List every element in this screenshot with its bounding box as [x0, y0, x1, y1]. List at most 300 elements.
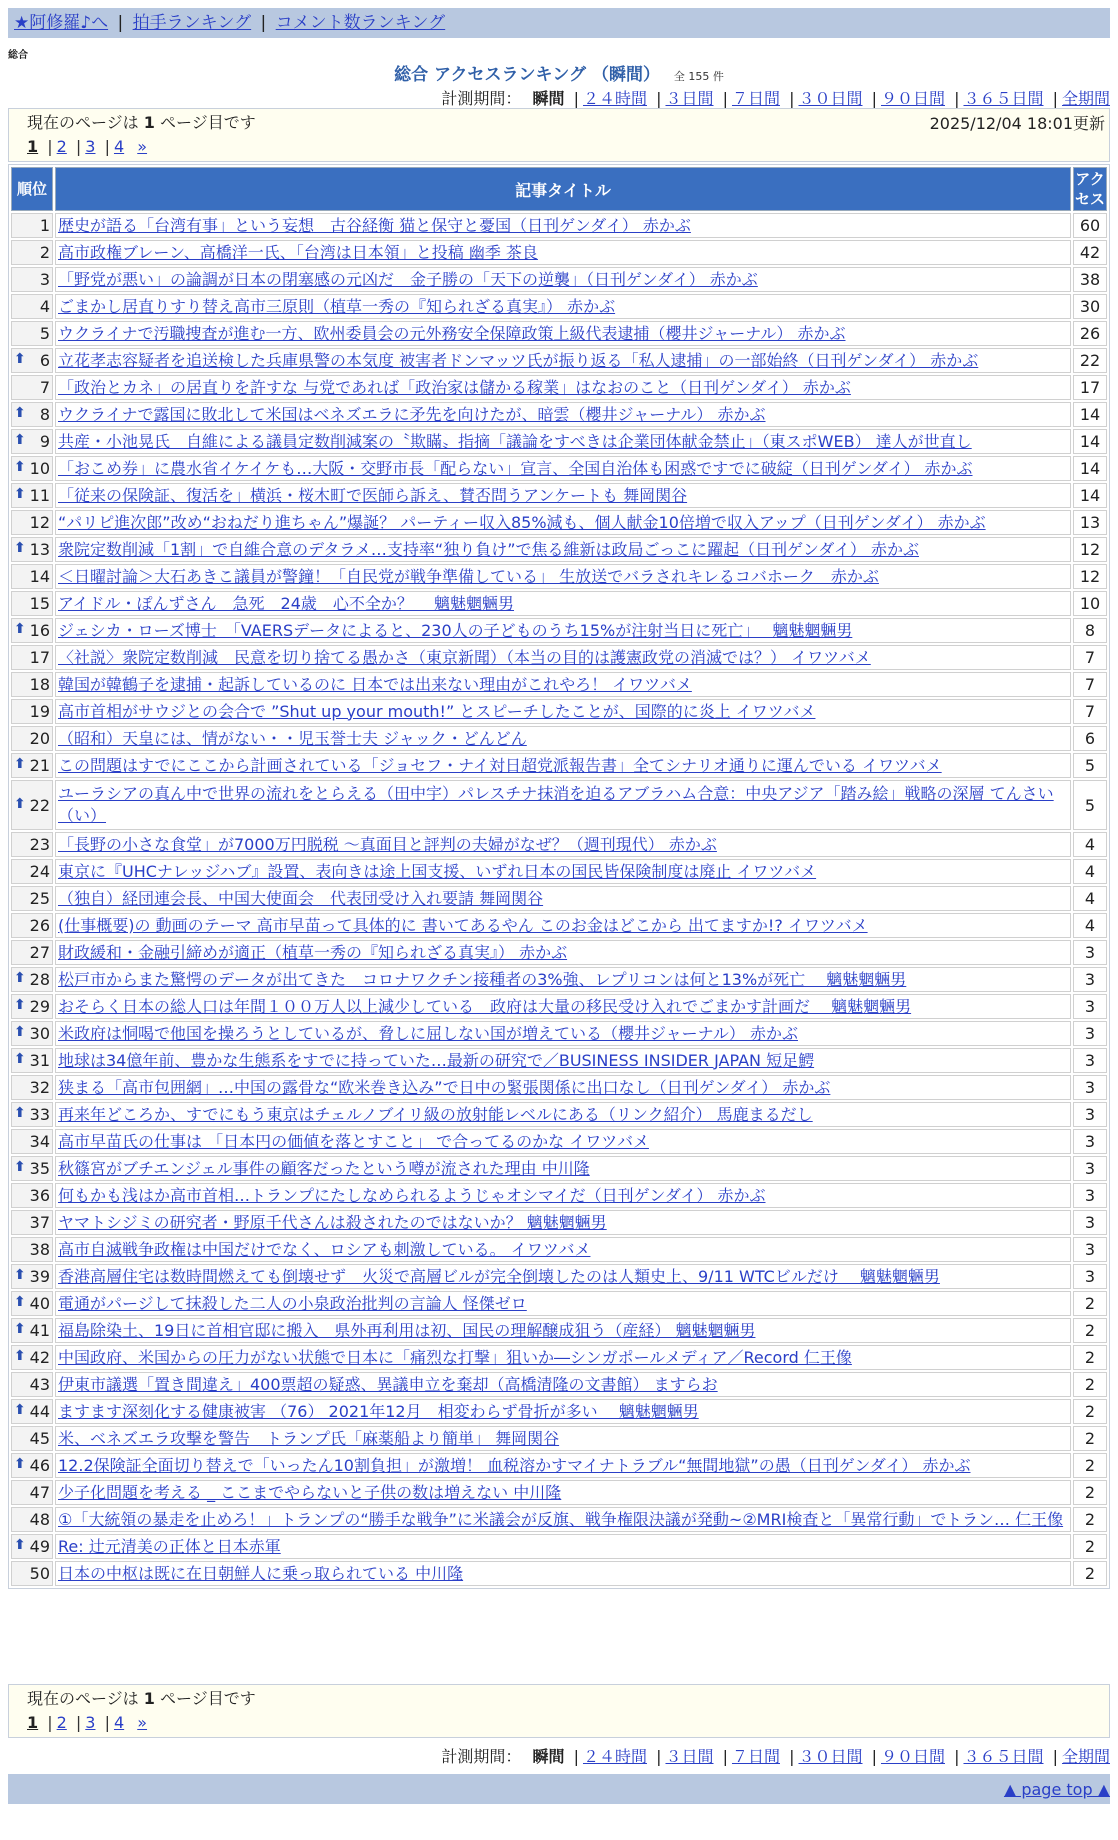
table-row — [11, 1480, 1107, 1505]
access-count: 3 — [1073, 1237, 1107, 1262]
rank-number: 29 — [29, 997, 50, 1016]
rank-number: 7 — [39, 378, 50, 397]
article-link[interactable]: ごまかし居直りすり替え高市三原則（植草一秀の『知られざる真実』） 赤かぶ — [58, 296, 616, 316]
up-arrow-icon: ⬆ — [14, 351, 26, 367]
rank-cell — [11, 886, 53, 911]
up-arrow-icon: ⬆ — [14, 1402, 26, 1418]
rank-cell — [11, 753, 53, 778]
article-link[interactable]: ユーラシアの真ん中で世界の流れをとらえる（田中宇）パレスチナ抹消を迫るアブラハム合意：中央アジア「踏み絵」戦略の深層 てんさい（い） — [58, 784, 1054, 825]
rank-number: 2 — [39, 243, 50, 262]
title-cell — [55, 859, 1071, 884]
pager-page-4[interactable]: 4 — [113, 1713, 125, 1732]
title-cell — [55, 753, 1071, 778]
article-link[interactable]: ウクライナで露国に敗北して米国はベネズエラに矛先を向けたが、暗雲（櫻井ジャーナル） 赤かぶ — [58, 404, 766, 424]
article-link[interactable]: ＜日曜討論＞大石あきこ議員が警鐘！「自民党が戦争準備している」 生放送でバラされキレるコバホーク 赤かぶ — [58, 566, 879, 586]
title-cell — [55, 240, 1071, 265]
rank-cell — [11, 213, 53, 238]
page-status-number: 1 — [143, 1689, 155, 1708]
rank-cell — [11, 1453, 53, 1478]
period-link-7d[interactable]: ７日間 — [731, 89, 780, 108]
article-link[interactable]: 韓国が韓鶴子を逮捕・起訴しているのに 日本では出来ない理由がこれやろ！ イワツバメ — [58, 674, 692, 694]
pager-next[interactable]: » — [137, 1713, 148, 1732]
table-row — [11, 832, 1107, 857]
period-separator: | — [1052, 89, 1058, 108]
period-link-7d[interactable]: ７日間 — [731, 1747, 780, 1766]
article-link[interactable]: 12.2保険証全面切り替えで「いったん10割負担」が激増！ 血税溶かすマイナトラブル“無間地獄”の愚（日刊ゲンダイ） 赤かぶ — [58, 1455, 971, 1475]
rank-cell — [11, 1372, 53, 1397]
ranking-table-body — [11, 213, 1107, 1586]
table-row — [11, 591, 1107, 616]
access-count: 12 — [1073, 564, 1107, 589]
article-link[interactable]: ジェシカ・ローズ博士 「VAERSデータによると、230人の子どものうち15%が注射当日に死亡」 魑魅魍魎男 — [58, 620, 853, 640]
period-link-all[interactable]: 全期間 — [1061, 1747, 1110, 1766]
rank-number: 24 — [29, 862, 50, 881]
access-count: 14 — [1073, 402, 1107, 427]
article-link[interactable]: 高市自滅戦争政権は中国だけでなく、ロシアも刺激している。 イワツバメ — [58, 1239, 591, 1259]
title-cell — [55, 483, 1071, 508]
period-separator: | — [656, 1747, 662, 1766]
access-count: 2 — [1073, 1480, 1107, 1505]
article-link[interactable]: 米政府は恫喝で他国を操ろうとしているが、脅しに屈しない国が増えている（櫻井ジャーナル） 赤かぶ — [58, 1023, 798, 1043]
rank-number: 26 — [29, 916, 50, 935]
rank-cell — [11, 1156, 53, 1181]
rank-cell — [11, 591, 53, 616]
access-count: 5 — [1073, 753, 1107, 778]
access-header: アクセス — [1073, 167, 1107, 211]
title-cell — [55, 618, 1071, 643]
period-separator: | — [954, 89, 960, 108]
rank-number: 38 — [29, 1240, 50, 1259]
article-link[interactable]: 地球は34億年前、豊かな生態系をすでに持っていた…最新の研究で／BUSINESS INSIDER JAPAN 短足鰐 — [58, 1050, 815, 1070]
ranking-table — [8, 164, 1110, 1589]
title-cell — [55, 886, 1071, 911]
rank-cell — [11, 832, 53, 857]
rank-cell — [11, 348, 53, 373]
rank-cell — [11, 1075, 53, 1100]
total-count: 全 155 件 — [673, 70, 724, 83]
article-link[interactable]: 何もかも浅はか高市首相…トランプにたしなめられるようじゃオシマイだ（日刊ゲンダイ） 赤かぶ — [58, 1185, 766, 1205]
page-info-top — [8, 108, 1110, 162]
rank-cell — [11, 483, 53, 508]
article-link[interactable]: ヤマトシジミの研究者・野原千代さんは殺されたのではないか？ 魑魅魍魎男 — [58, 1212, 607, 1232]
period-link-30d[interactable]: ３０日間 — [798, 1747, 863, 1766]
pager-separator: | — [47, 1713, 53, 1732]
table-row — [11, 375, 1107, 400]
access-count: 2 — [1073, 1291, 1107, 1316]
rank-number: 16 — [29, 621, 50, 640]
article-link[interactable]: ますます深刻化する健康被害 （76） 2021年12月 相変わらず骨折が多い 魑魅魍魎男 — [58, 1401, 699, 1421]
rank-number: 47 — [29, 1483, 50, 1502]
rank-number: 19 — [29, 702, 50, 721]
article-link[interactable]: アイドル・ぽんずさん 急死 24歳 心不全か？ 魑魅魍魎男 — [58, 593, 515, 613]
access-count: 2 — [1073, 1534, 1107, 1559]
article-link[interactable]: ①「大統領の暴走を止めろ！」トランプの“勝手な戦争”に米議会が反旗、戦争権限決議が発動~②MRI検査と「異常行動」でトラン… 仁王像 — [58, 1509, 1064, 1529]
access-count: 14 — [1073, 429, 1107, 454]
access-count: 2 — [1073, 1345, 1107, 1370]
rank-number: 17 — [29, 648, 50, 667]
table-row — [11, 213, 1107, 238]
article-link[interactable]: 〈社説〉衆院定数削減 民意を切り捨てる愚かさ（東京新聞）（本当の目的は護憲政党の消滅では？） イワツバメ — [58, 647, 871, 667]
rank-cell — [11, 1048, 53, 1073]
period-separator: | — [789, 89, 795, 108]
pager-separator: | — [75, 1713, 82, 1732]
article-link[interactable]: (仕事概要)の 動画のテーマ 高市早苗って具体的に 書いてあるやん このお金はどこから 出てますか!? イワツバメ — [58, 915, 868, 935]
pager-page-2[interactable]: 2 — [56, 137, 67, 156]
period-current: 瞬間 — [532, 89, 565, 108]
title-cell — [55, 645, 1071, 670]
table-row — [11, 348, 1107, 373]
table-row — [11, 240, 1107, 265]
article-link[interactable]: 「野党が悪い」の論調が日本の閉塞感の元凶だ 金子勝の「天下の逆襲」（日刊ゲンダイ） 赤かぶ — [58, 269, 758, 289]
access-count: 17 — [1073, 375, 1107, 400]
access-count: 26 — [1073, 321, 1107, 346]
table-row — [11, 726, 1107, 751]
article-link[interactable]: 「長野の小さな食堂」が7000万円脱税 ～真面目と評判の夫婦がなぜ？（週刊現代） 赤かぶ — [58, 834, 717, 854]
rank-number: 30 — [29, 1024, 50, 1043]
article-link[interactable]: 高市政権ブレーン、高橋洋一氏、「台湾は日本領」と投稿 幽季 茶良 — [58, 242, 538, 262]
article-link[interactable]: （昭和）天皇には、情がない・・児玉誉士夫 ジャック・どんどん — [58, 728, 527, 748]
article-link[interactable]: おそらく日本の総人口は年間１００万人以上減少している 政府は大量の移民受け入れでごまかす計画だ 魑魅魍魎男 — [58, 996, 912, 1016]
period-link-30d[interactable]: ３０日間 — [798, 89, 863, 108]
rank-cell — [11, 940, 53, 965]
title-cell — [55, 591, 1071, 616]
title-cell — [55, 1426, 1071, 1451]
page-status-bottom — [27, 1687, 1091, 1711]
rank-number: 43 — [29, 1375, 50, 1394]
rank-number: 15 — [29, 594, 50, 613]
access-count: 4 — [1073, 886, 1107, 911]
table-row — [11, 1021, 1107, 1046]
access-count: 3 — [1073, 1210, 1107, 1235]
pager-separator: | — [75, 137, 82, 156]
period-link-365d[interactable]: ３６５日間 — [963, 89, 1044, 108]
table-row — [11, 967, 1107, 992]
article-link[interactable]: 「おこめ券」に農水省イケイケも…大阪・交野市長「配らない」宣言、全国自治体も困惑ですでに破綻（日刊ゲンダイ） 赤かぶ — [58, 458, 973, 478]
table-row — [11, 1318, 1107, 1343]
rank-number: 28 — [29, 970, 50, 989]
article-link[interactable]: 「従来の保険証、復活を」横浜・桜木町で医師ら訴え、賛否問うアンケートも 舞岡関谷 — [58, 485, 688, 505]
access-count: 2 — [1073, 1372, 1107, 1397]
period-link-3d[interactable]: ３日間 — [665, 89, 714, 108]
rank-number: 36 — [29, 1186, 50, 1205]
pager-page-3[interactable]: 3 — [85, 1713, 96, 1732]
period-link-24h[interactable]: ２４時間 — [582, 1747, 647, 1766]
pager-separator: | — [104, 1713, 110, 1732]
period-label: 計測期間： — [441, 1747, 522, 1766]
rank-cell — [11, 1318, 53, 1343]
access-count: 2 — [1073, 1399, 1107, 1424]
table-row — [11, 1210, 1107, 1235]
access-count: 60 — [1073, 213, 1107, 238]
title-cell — [55, 429, 1071, 454]
article-link[interactable]: 松戸市からまた驚愕のデータが出てきた コロナワクチン接種者の3%強、レプリコンは何と13%が死亡 魑魅魍魎男 — [58, 969, 907, 989]
title-cell — [55, 1561, 1071, 1586]
article-link[interactable]: 少子化問題を考える _ ここまでやらないと子供の数は増えない 中川隆 — [58, 1482, 562, 1502]
table-row — [11, 1129, 1107, 1154]
article-link[interactable]: 福島除染土、19日に首相官邸に搬入 県外再利用は初、国民の理解醸成狙う（産経） 魑魅魍魎男 — [58, 1320, 756, 1340]
access-count: 22 — [1073, 348, 1107, 373]
article-link[interactable]: 歴史が語る「台湾有事」という妄想 古谷経衡 猫と保守と憂国（日刊ゲンダイ） 赤かぶ — [58, 215, 691, 235]
article-link[interactable]: この問題はすでにここから計画されている「ジョセフ・ナイ対日超党派報告書」全てシナリオ通りに運んでいる イワツバメ — [58, 755, 942, 775]
title-cell — [55, 1129, 1071, 1154]
article-link[interactable]: 財政緩和・金融引締めが適正（植草一秀の『知られざる真実』） 赤かぶ — [58, 942, 568, 962]
access-count: 3 — [1073, 1264, 1107, 1289]
page-title-block — [0, 60, 1118, 85]
table-row — [11, 1453, 1107, 1478]
rank-cell — [11, 1129, 53, 1154]
period-separator: | — [656, 89, 662, 108]
table-row — [11, 1345, 1107, 1370]
rank-number: 9 — [39, 432, 50, 451]
title-cell — [55, 994, 1071, 1019]
up-arrow-icon: ⬆ — [14, 405, 26, 421]
rank-number: 6 — [39, 351, 50, 370]
rank-number: 32 — [29, 1078, 50, 1097]
rank-number: 48 — [29, 1510, 50, 1529]
period-link-90d[interactable]: ９０日間 — [880, 1747, 945, 1766]
article-link[interactable]: Re: 辻元清美の正体と日本赤軍 — [58, 1536, 281, 1556]
rank-number: 50 — [29, 1564, 50, 1583]
title-cell — [55, 294, 1071, 319]
title-cell — [55, 1075, 1071, 1100]
rank-number: 45 — [29, 1429, 50, 1448]
table-row — [11, 1561, 1107, 1586]
page-status-number: 1 — [143, 113, 155, 132]
access-count: 6 — [1073, 726, 1107, 751]
article-link[interactable]: （独自）経団連会長、中国大使面会 代表団受け入れ要請 舞岡関谷 — [58, 888, 544, 908]
nav-separator: | — [117, 13, 124, 33]
pager-page-3[interactable]: 3 — [85, 137, 96, 156]
pager-separator: | — [47, 137, 53, 156]
article-link[interactable]: 衆院定数削減「1割」で自維合意のデタラメ…支持率“独り負け”で焦る維新は政局ごっこに躍起（日刊ゲンダイ） 赤かぶ — [58, 539, 919, 559]
article-link[interactable]: ウクライナで汚職捜査が進む一方、欧州委員会の元外務安全保障政策上級代表逮捕（櫻井ジャーナル） 赤かぶ — [58, 323, 846, 343]
title-cell — [55, 699, 1071, 724]
rank-number: 14 — [29, 567, 50, 586]
table-row — [11, 1156, 1107, 1181]
rank-number: 21 — [29, 756, 50, 775]
rank-cell — [11, 1399, 53, 1424]
title-cell — [55, 1237, 1071, 1262]
page-info-bottom — [8, 1684, 1110, 1738]
article-link[interactable]: 高市首相がサウジとの会合で ”Shut up your mouth!” とスピーチしたことが、国際的に炎上 イワツバメ — [58, 701, 816, 721]
rank-cell — [11, 618, 53, 643]
home-link[interactable]: ★阿修羅♪へ — [14, 13, 109, 33]
up-arrow-icon: ⬆ — [14, 795, 26, 812]
page-status-suffix: ページ目です — [160, 113, 256, 132]
page-status-prefix: 現在のページは — [27, 113, 139, 132]
up-arrow-icon: ⬆ — [14, 1537, 26, 1553]
article-link[interactable]: 電通がパージして抹殺した二人の小泉政治批判の言論人 怪傑ゼロ — [58, 1293, 527, 1313]
article-link[interactable]: “パリピ進次郎”改め“おねだり進ちゃん”爆誕？ パーティー収入85%減も、個人献金10倍増で収入アップ（日刊ゲンダイ） 赤かぶ — [58, 512, 986, 532]
table-row — [11, 672, 1107, 697]
section-label: 総合 — [8, 50, 28, 61]
article-link[interactable]: 再来年どころか、すでにもう東京はチェルノブイリ級の放射能レベルにある（リンク紹介） 馬鹿まるだし — [58, 1104, 813, 1124]
rank-cell — [11, 913, 53, 938]
table-row — [11, 994, 1107, 1019]
up-arrow-icon: ⬆ — [14, 1267, 26, 1283]
period-link-all[interactable]: 全期間 — [1061, 89, 1110, 108]
access-count: 3 — [1073, 1021, 1107, 1046]
access-count: 38 — [1073, 267, 1107, 292]
page-top-link[interactable]: ▲ page top ▲ — [1003, 1780, 1110, 1799]
table-row — [11, 1075, 1107, 1100]
rank-cell — [11, 564, 53, 589]
access-count: 12 — [1073, 537, 1107, 562]
rank-cell — [11, 780, 53, 830]
period-link-365d[interactable]: ３６５日間 — [963, 1747, 1044, 1766]
period-selector-bottom — [441, 1744, 1110, 1767]
article-link[interactable]: 香港高層住宅は数時間燃えても倒壊せず 火災で高層ビルが完全倒壊したのは人類史上、9/11 WTCビルだけ 魑魅魍魎男 — [58, 1266, 940, 1286]
title-cell — [55, 967, 1071, 992]
page-status-suffix: ページ目です — [160, 1689, 256, 1708]
title-cell — [55, 375, 1071, 400]
title-cell — [55, 832, 1071, 857]
table-row — [11, 699, 1107, 724]
rank-cell — [11, 1561, 53, 1586]
rank-number: 35 — [29, 1159, 50, 1178]
article-link[interactable]: 「政治とカネ」の居直りを許すな 与党であれば「政治家は儲かる稼業」はなおのこと（日刊ゲンダイ） 赤かぶ — [58, 377, 851, 397]
title-cell — [55, 780, 1071, 830]
table-row — [11, 1534, 1107, 1559]
applause-ranking-link[interactable]: 拍手ランキング — [132, 13, 252, 33]
rank-number: 46 — [29, 1456, 50, 1475]
table-row — [11, 1291, 1107, 1316]
title-cell — [55, 1156, 1071, 1181]
title-cell — [55, 537, 1071, 562]
title-cell — [55, 1345, 1071, 1370]
article-link[interactable]: 立花孝志容疑者を追送検した兵庫県警の本気度 被害者ドンマッツ氏が振り返る「私人逮捕」の一部始終（日刊ゲンダイ） 赤かぶ — [58, 350, 979, 370]
rank-cell — [11, 726, 53, 751]
article-link[interactable]: 秋篠宮がブチエンジェル事件の顧客だったという噂が流された理由 中川隆 — [58, 1158, 590, 1178]
title-cell — [55, 1453, 1071, 1478]
rank-number: 13 — [29, 540, 50, 559]
rank-number: 40 — [29, 1294, 50, 1313]
rank-cell — [11, 1237, 53, 1262]
title-cell — [55, 1372, 1071, 1397]
article-link[interactable]: 東京に『UHCナレッジハブ』設置、表向きは途上国支援、いずれ日本の国民皆保険制度は廃止 イワツバメ — [58, 861, 817, 881]
rank-cell — [11, 1480, 53, 1505]
access-count: 3 — [1073, 1129, 1107, 1154]
rank-number: 34 — [29, 1132, 50, 1151]
access-count: 2 — [1073, 1507, 1107, 1532]
rank-cell — [11, 859, 53, 884]
table-row — [11, 780, 1107, 830]
table-row — [11, 1264, 1107, 1289]
up-arrow-icon: ⬆ — [14, 486, 26, 502]
up-arrow-icon: ⬆ — [14, 432, 26, 448]
rank-cell — [11, 1345, 53, 1370]
rank-cell — [11, 1183, 53, 1208]
rank-number: 5 — [39, 324, 50, 343]
access-count: 3 — [1073, 940, 1107, 965]
period-separator: | — [722, 1747, 728, 1766]
access-count: 2 — [1073, 1426, 1107, 1451]
title-cell — [55, 1048, 1071, 1073]
period-link-3d[interactable]: ３日間 — [665, 1747, 714, 1766]
article-link[interactable]: 高市早苗氏の仕事は 「日本円の価値を落とすこと」 で合ってるのかな イワツバメ — [58, 1131, 649, 1151]
bottom-bar — [8, 1774, 1110, 1804]
rank-number: 20 — [29, 729, 50, 748]
period-link-90d[interactable]: ９０日間 — [880, 89, 945, 108]
rank-number: 44 — [29, 1402, 50, 1421]
rank-cell — [11, 967, 53, 992]
access-count: 3 — [1073, 1156, 1107, 1181]
pager-top — [27, 135, 1091, 159]
rank-cell — [11, 1021, 53, 1046]
up-arrow-icon: ⬆ — [14, 997, 26, 1013]
access-count: 42 — [1073, 240, 1107, 265]
up-arrow-icon: ⬆ — [14, 1159, 26, 1175]
rank-number: 1 — [39, 216, 50, 235]
rank-number: 27 — [29, 943, 50, 962]
title-cell — [55, 1210, 1071, 1235]
period-current: 瞬間 — [532, 1747, 565, 1766]
access-count: 3 — [1073, 1075, 1107, 1100]
article-link[interactable]: 狭まる「高市包囲網」…中国の露骨な“欧米巻き込み”で日中の緊張関係に出口なし（日刊ゲンダイ） 赤かぶ — [58, 1077, 831, 1097]
access-count: 13 — [1073, 510, 1107, 535]
article-link[interactable]: 日本の中枢は既に在日朝鮮人に乗っ取られている 中川隆 — [58, 1563, 464, 1583]
rank-cell — [11, 699, 53, 724]
access-count: 4 — [1073, 913, 1107, 938]
up-arrow-icon: ⬆ — [14, 756, 26, 772]
pager-bottom — [27, 1711, 1091, 1735]
rank-number: 18 — [29, 675, 50, 694]
pager-page-4[interactable]: 4 — [113, 137, 125, 156]
table-row — [11, 753, 1107, 778]
title-cell — [55, 1102, 1071, 1127]
period-link-24h[interactable]: ２４時間 — [582, 89, 647, 108]
access-count: 7 — [1073, 645, 1107, 670]
comment-ranking-link[interactable]: コメント数ランキング — [275, 13, 446, 33]
period-separator: | — [871, 89, 877, 108]
article-link[interactable]: 共産・小池晃氏 自維による議員定数削減案の〝欺瞞〟指摘「議論をすべきは企業団体献金禁止」（東スポWEB） 達人が世直し — [58, 431, 972, 451]
table-row — [11, 537, 1107, 562]
table-row — [11, 1372, 1107, 1397]
rank-cell — [11, 537, 53, 562]
table-row — [11, 510, 1107, 535]
rank-number: 23 — [29, 835, 50, 854]
title-cell — [55, 1318, 1071, 1343]
title-cell — [55, 1183, 1071, 1208]
period-separator: | — [871, 1747, 877, 1766]
access-count: 5 — [1073, 780, 1107, 830]
title-cell — [55, 564, 1071, 589]
rank-cell — [11, 510, 53, 535]
title-cell — [55, 672, 1071, 697]
table-row — [11, 645, 1107, 670]
up-arrow-icon: ⬆ — [14, 1105, 26, 1121]
table-row — [11, 1426, 1107, 1451]
title-cell — [55, 1021, 1071, 1046]
article-link[interactable]: 中国政府、米国からの圧力がない状態で日本に「痛烈な打撃」狙いか―シンガポールメディア／Record 仁王像 — [58, 1347, 852, 1367]
table-row — [11, 1102, 1107, 1127]
title-cell — [55, 1399, 1071, 1424]
up-arrow-icon: ⬆ — [14, 459, 26, 475]
access-count: 3 — [1073, 1048, 1107, 1073]
table-row — [11, 483, 1107, 508]
top-nav-bar — [8, 8, 1110, 38]
pager-next[interactable]: » — [137, 137, 148, 156]
article-link[interactable]: 米、ベネズエラ攻撃を警告 トランプ氏「麻薬船より簡単」 舞岡関谷 — [58, 1428, 560, 1448]
title-cell — [55, 402, 1071, 427]
rank-number: 4 — [39, 297, 50, 316]
access-count: 8 — [1073, 618, 1107, 643]
pager-page-2[interactable]: 2 — [56, 1713, 67, 1732]
rank-cell — [11, 672, 53, 697]
article-link[interactable]: 伊東市議選「置き間違え」400票超の疑惑、異議申立を棄却（高橋清隆の文書館） ますらお — [58, 1374, 718, 1394]
access-count: 4 — [1073, 832, 1107, 857]
access-count: 7 — [1073, 672, 1107, 697]
